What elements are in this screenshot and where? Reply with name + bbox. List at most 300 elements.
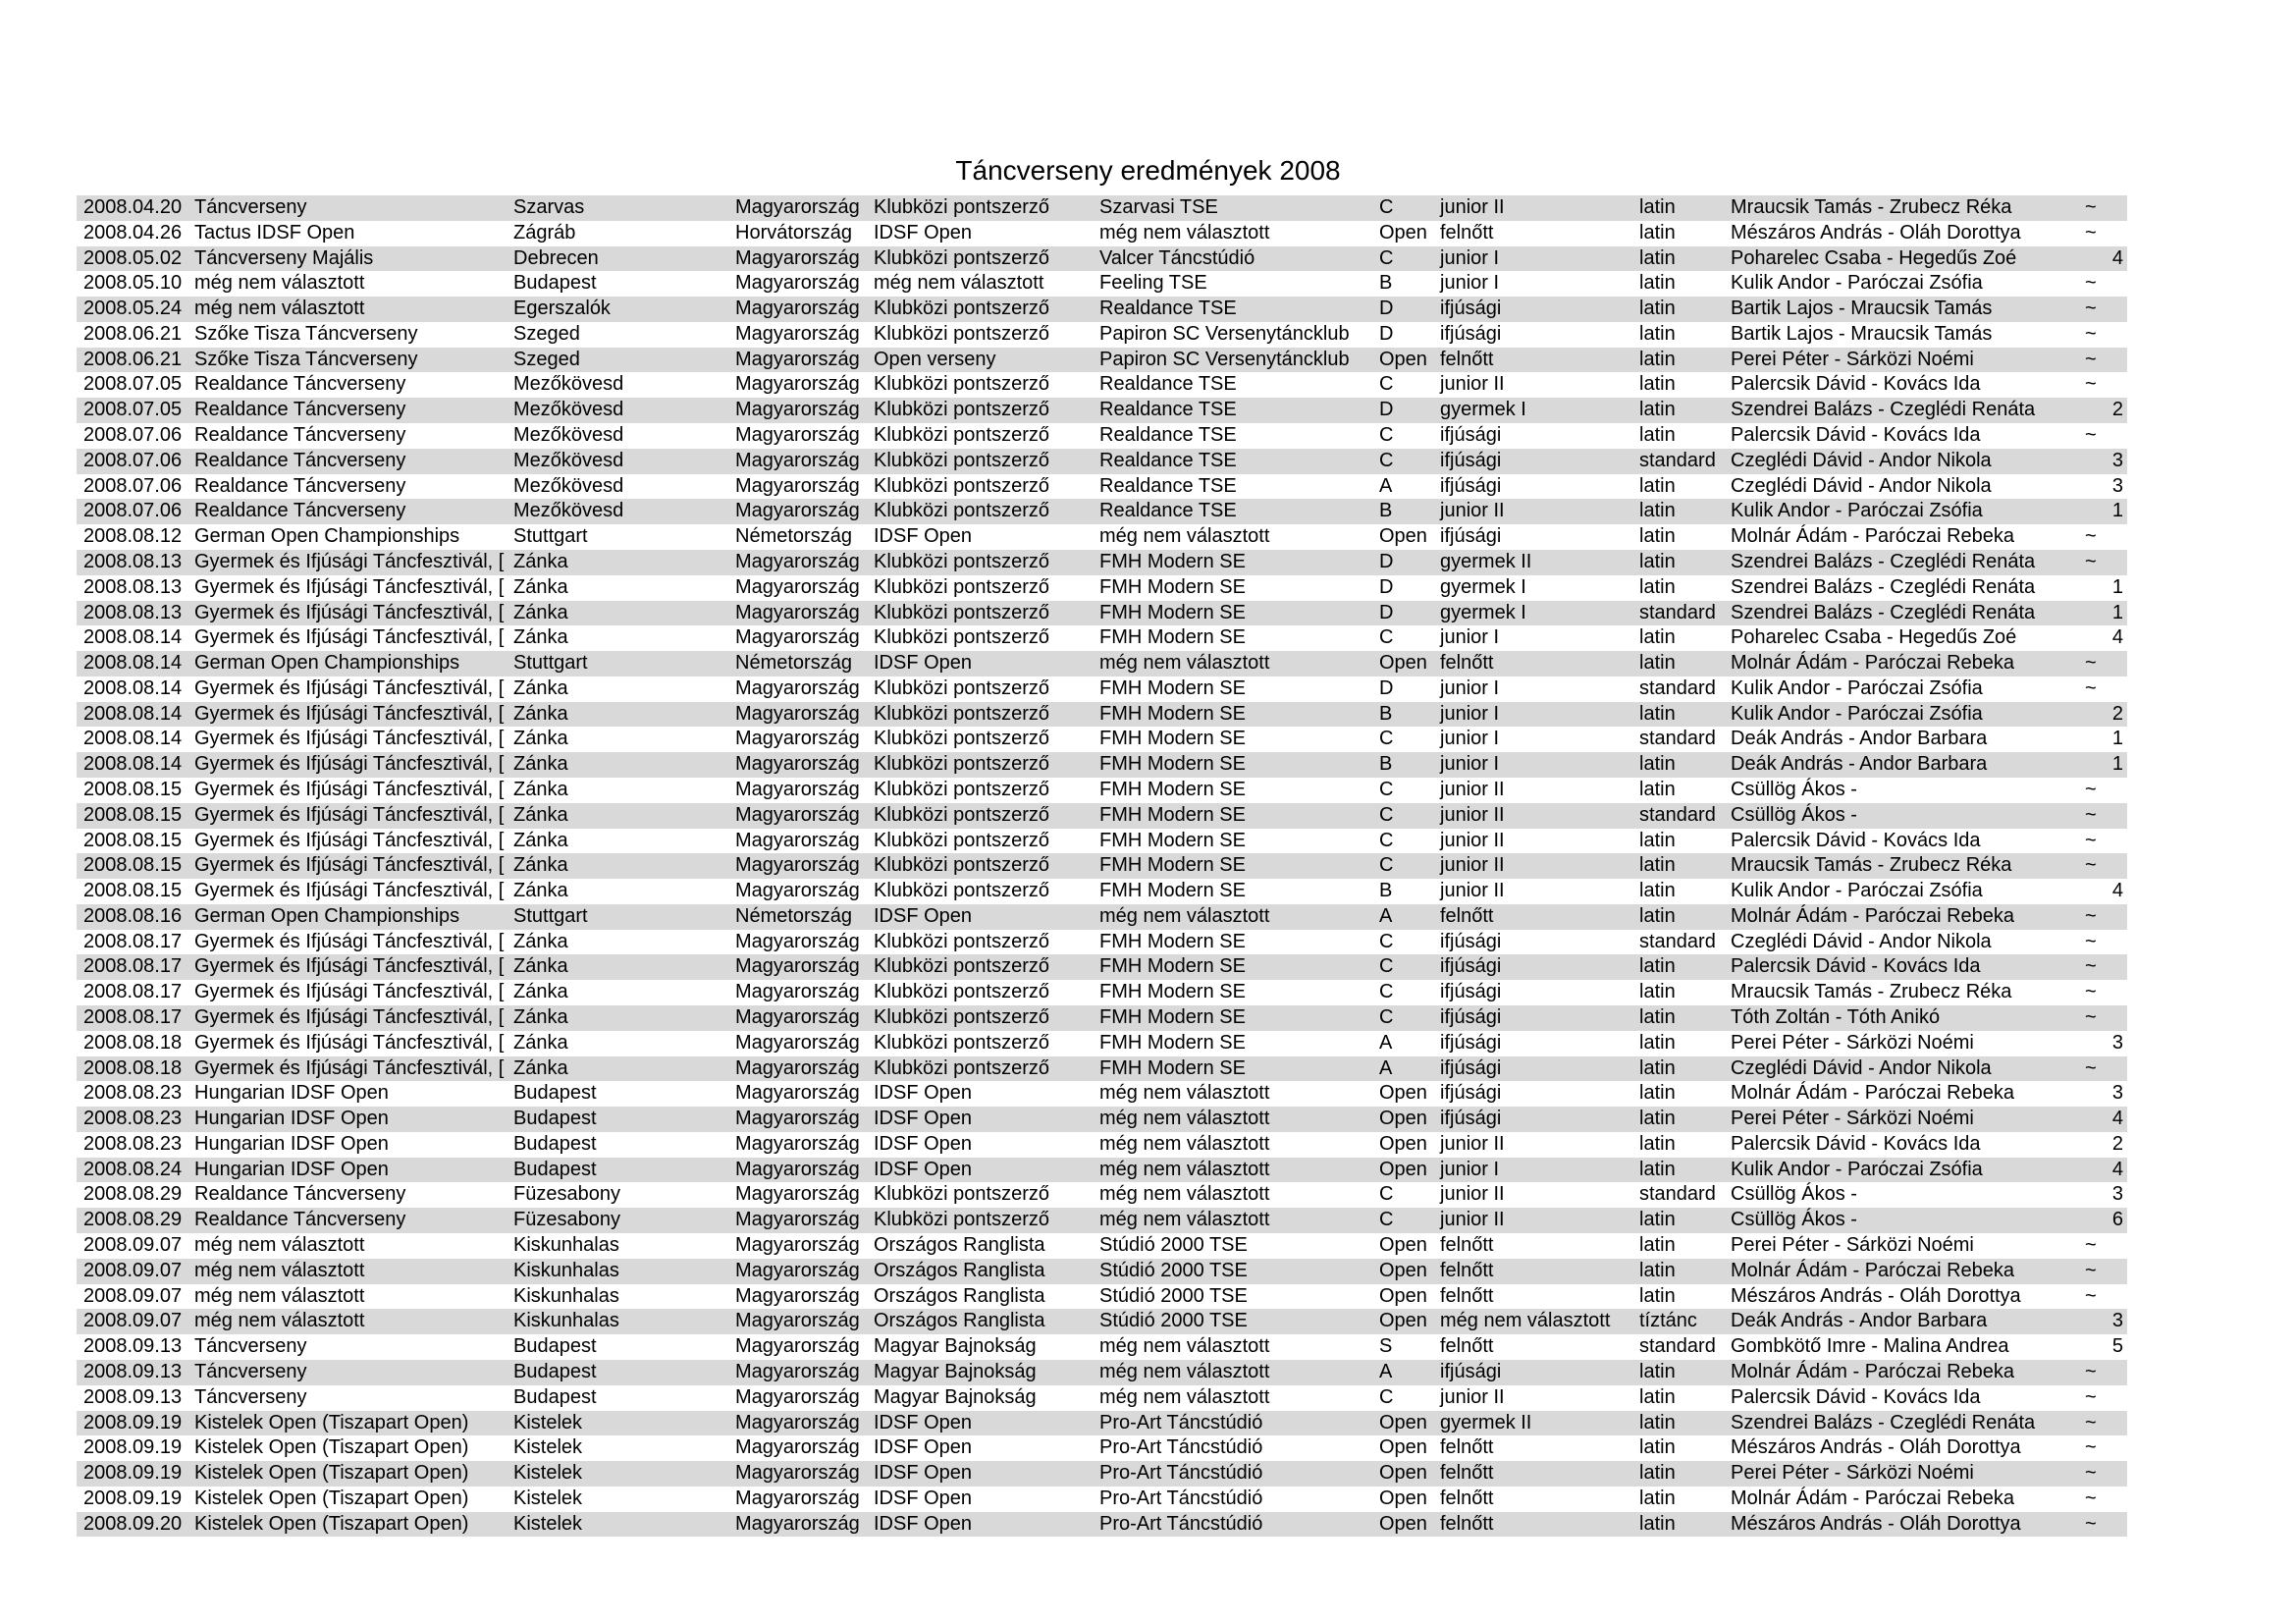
cell-event-name: Táncverseny	[194, 1385, 307, 1408]
cell-date: 2008.09.07	[83, 1259, 183, 1281]
cell-result: 1	[2111, 601, 2123, 623]
cell-city: Budapest	[513, 1360, 597, 1382]
cell-dance-style: latin	[1639, 626, 1676, 649]
table-row	[77, 1056, 2127, 1082]
cell-result: 2	[2111, 702, 2123, 725]
cell-age-group: gyermek II	[1440, 550, 1532, 572]
cell-couple: Mészáros András - Oláh Dorottya	[1731, 1512, 2021, 1535]
cell-result: ~	[2085, 424, 2097, 447]
cell-country: Magyarország	[735, 322, 860, 345]
cell-club: még nem választott	[1099, 221, 1270, 243]
cell-age-group: junior II	[1440, 854, 1505, 877]
cell-club: még nem választott	[1099, 1209, 1270, 1231]
cell-class: C	[1379, 955, 1394, 978]
cell-country: Magyarország	[735, 1487, 860, 1509]
cell-result: ~	[2085, 1436, 2097, 1459]
cell-couple: Kulik Andor - Paróczai Zsófia	[1731, 500, 1983, 522]
cell-country: Magyarország	[735, 1512, 860, 1535]
cell-result: ~	[2085, 955, 2097, 978]
cell-competition-type: Klubközi pontszerző	[874, 474, 1049, 497]
cell-competition-type: Klubközi pontszerző	[874, 803, 1049, 826]
cell-couple: Mraucsik Tamás - Zrubecz Réka	[1731, 981, 2012, 1003]
cell-country: Magyarország	[735, 1082, 860, 1105]
cell-country: Magyarország	[735, 702, 860, 725]
cell-date: 2008.08.23	[83, 1082, 183, 1105]
cell-result: 3	[2111, 1183, 2123, 1206]
cell-date: 2008.08.14	[83, 702, 183, 725]
cell-event-name: Gyermek és Ifjúsági Táncfesztivál, [	[194, 854, 505, 877]
cell-date: 2008.07.06	[83, 424, 183, 447]
cell-event-name: Kistelek Open (Tiszapart Open)	[194, 1512, 469, 1535]
cell-age-group: junior I	[1440, 626, 1500, 649]
cell-couple: Molnár Ádám - Paróczai Rebeka	[1731, 1487, 2015, 1509]
cell-class: Open	[1379, 1284, 1427, 1307]
cell-age-group: junior II	[1440, 500, 1505, 522]
cell-result: ~	[2085, 1385, 2097, 1408]
cell-dance-style: latin	[1639, 1209, 1676, 1231]
cell-class: C	[1379, 854, 1394, 877]
cell-competition-type: Magyar Bajnokság	[874, 1360, 1037, 1382]
cell-class: A	[1379, 474, 1393, 497]
cell-event-name: Kistelek Open (Tiszapart Open)	[194, 1462, 469, 1485]
cell-couple: Szendrei Balázs - Czeglédi Renáta	[1731, 399, 2036, 421]
cell-date: 2008.08.23	[83, 1132, 183, 1155]
cell-class: Open	[1379, 1132, 1427, 1155]
table-row	[77, 1461, 2127, 1487]
cell-club: még nem választott	[1099, 1108, 1270, 1130]
cell-club: még nem választott	[1099, 1385, 1270, 1408]
cell-dance-style: latin	[1639, 1436, 1676, 1459]
cell-club: FMH Modern SE	[1099, 626, 1246, 649]
cell-couple: Molnár Ádám - Paróczai Rebeka	[1731, 1259, 2015, 1281]
cell-country: Magyarország	[735, 1360, 860, 1382]
cell-competition-type: Klubközi pontszerző	[874, 676, 1049, 699]
cell-result: ~	[2085, 854, 2097, 877]
cell-couple: Molnár Ádám - Paróczai Rebeka	[1731, 1082, 2015, 1105]
cell-dance-style: latin	[1639, 829, 1676, 851]
cell-age-group: junior II	[1440, 829, 1505, 851]
cell-competition-type: Klubközi pontszerző	[874, 778, 1049, 800]
cell-competition-type: Országos Ranglista	[874, 1259, 1045, 1281]
cell-class: Open	[1379, 1158, 1427, 1180]
cell-result: ~	[2085, 829, 2097, 851]
cell-dance-style: latin	[1639, 399, 1676, 421]
cell-dance-style: latin	[1639, 1259, 1676, 1281]
table-row	[77, 449, 2127, 474]
cell-event-name: még nem választott	[194, 298, 365, 320]
cell-event-name: Gyermek és Ifjúsági Táncfesztivál, [	[194, 778, 505, 800]
cell-competition-type: IDSF Open	[874, 1082, 973, 1105]
cell-competition-type: Klubközi pontszerző	[874, 854, 1049, 877]
cell-country: Magyarország	[735, 298, 860, 320]
cell-date: 2008.06.21	[83, 348, 183, 370]
cell-result: 4	[2111, 880, 2123, 902]
cell-event-name: Gyermek és Ifjúsági Táncfesztivál, [	[194, 880, 505, 902]
cell-city: Füzesabony	[513, 1183, 620, 1206]
cell-club: Pro-Art Táncstúdió	[1099, 1512, 1263, 1535]
cell-result: 3	[2111, 1310, 2123, 1332]
cell-city: Szarvas	[513, 196, 585, 218]
cell-date: 2008.09.13	[83, 1335, 183, 1358]
cell-event-name: Gyermek és Ifjúsági Táncfesztivál, [	[194, 601, 505, 623]
cell-date: 2008.04.26	[83, 221, 183, 243]
cell-country: Magyarország	[735, 1310, 860, 1332]
cell-date: 2008.09.13	[83, 1360, 183, 1382]
cell-city: Budapest	[513, 1132, 597, 1155]
cell-age-group: junior I	[1440, 1158, 1500, 1180]
cell-club: Stúdió 2000 TSE	[1099, 1310, 1248, 1332]
cell-country: Magyarország	[735, 880, 860, 902]
cell-class: A	[1379, 1056, 1393, 1079]
cell-age-group: junior II	[1440, 1183, 1505, 1206]
cell-result: ~	[2085, 298, 2097, 320]
table-row	[77, 1334, 2127, 1360]
cell-club: FMH Modern SE	[1099, 930, 1246, 952]
cell-club: FMH Modern SE	[1099, 728, 1246, 750]
page-title: Táncverseny eredmények 2008	[955, 155, 1341, 186]
cell-country: Magyarország	[735, 1284, 860, 1307]
cell-dance-style: latin	[1639, 1411, 1676, 1434]
cell-age-group: junior I	[1440, 702, 1500, 725]
cell-competition-type: Klubközi pontszerző	[874, 399, 1049, 421]
table-row	[77, 601, 2127, 626]
cell-competition-type: Klubközi pontszerző	[874, 1031, 1049, 1054]
cell-country: Magyarország	[735, 1006, 860, 1028]
cell-date: 2008.08.29	[83, 1183, 183, 1206]
cell-couple: Kulik Andor - Paróczai Zsófia	[1731, 1158, 1983, 1180]
cell-dance-style: latin	[1639, 1056, 1676, 1079]
cell-result: ~	[2085, 1234, 2097, 1257]
cell-city: Zánka	[513, 1006, 568, 1028]
cell-dance-style: latin	[1639, 1082, 1676, 1105]
cell-age-group: gyermek II	[1440, 1411, 1532, 1434]
cell-event-name: Gyermek és Ifjúsági Táncfesztivál, [	[194, 626, 505, 649]
cell-couple: Palercsik Dávid - Kovács Ida	[1731, 424, 1981, 447]
cell-class: Open	[1379, 348, 1427, 370]
results-table	[77, 195, 2127, 1538]
cell-country: Magyarország	[735, 728, 860, 750]
table-row	[77, 702, 2127, 728]
cell-event-name: még nem választott	[194, 1259, 365, 1281]
cell-country: Magyarország	[735, 930, 860, 952]
cell-competition-type: Klubközi pontszerző	[874, 728, 1049, 750]
cell-event-name: Hungarian IDSF Open	[194, 1158, 389, 1180]
cell-couple: Kulik Andor - Paróczai Zsófia	[1731, 676, 1983, 699]
cell-event-name: Gyermek és Ifjúsági Táncfesztivál, [	[194, 1031, 505, 1054]
cell-country: Magyarország	[735, 1234, 860, 1257]
cell-event-name: Gyermek és Ifjúsági Táncfesztivál, [	[194, 829, 505, 851]
cell-couple: Bartik Lajos - Mraucsik Tamás	[1731, 298, 1993, 320]
cell-competition-type: Klubközi pontszerző	[874, 373, 1049, 396]
cell-couple: Deák András - Andor Barbara	[1731, 753, 1988, 776]
cell-couple: Mészáros András - Oláh Dorottya	[1731, 221, 2021, 243]
cell-competition-type: Klubközi pontszerző	[874, 1056, 1049, 1079]
cell-couple: Perei Péter - Sárközi Noémi	[1731, 1462, 1974, 1485]
cell-couple: Palercsik Dávid - Kovács Ida	[1731, 1132, 1981, 1155]
cell-date: 2008.08.18	[83, 1031, 183, 1054]
cell-country: Magyarország	[735, 1385, 860, 1408]
cell-club: Realdance TSE	[1099, 424, 1237, 447]
cell-city: Budapest	[513, 1158, 597, 1180]
cell-city: Egerszalók	[513, 298, 611, 320]
cell-couple: Szendrei Balázs - Czeglédi Renáta	[1731, 550, 2036, 572]
table-row	[77, 904, 2127, 930]
table-row	[77, 980, 2127, 1005]
cell-event-name: Táncverseny	[194, 196, 307, 218]
cell-competition-type: Klubközi pontszerző	[874, 500, 1049, 522]
cell-club: Realdance TSE	[1099, 373, 1237, 396]
cell-dance-style: latin	[1639, 500, 1676, 522]
cell-event-name: Gyermek és Ifjúsági Táncfesztivál, [	[194, 575, 505, 598]
cell-event-name: Realdance Táncverseny	[194, 1209, 406, 1231]
cell-dance-style: standard	[1639, 676, 1716, 699]
cell-result: ~	[2085, 1411, 2097, 1434]
cell-club: FMH Modern SE	[1099, 829, 1246, 851]
cell-club: Stúdió 2000 TSE	[1099, 1259, 1248, 1281]
cell-result: 3	[2111, 474, 2123, 497]
cell-date: 2008.08.17	[83, 930, 183, 952]
cell-dance-style: latin	[1639, 1512, 1676, 1535]
cell-competition-type: Klubközi pontszerző	[874, 1006, 1049, 1028]
cell-date: 2008.08.13	[83, 575, 183, 598]
cell-competition-type: Országos Ranglista	[874, 1310, 1045, 1332]
cell-country: Magyarország	[735, 1056, 860, 1079]
cell-club: FMH Modern SE	[1099, 955, 1246, 978]
cell-event-name: Hungarian IDSF Open	[194, 1082, 389, 1105]
cell-club: még nem választott	[1099, 525, 1270, 548]
cell-class: D	[1379, 399, 1394, 421]
cell-competition-type: IDSF Open	[874, 1487, 973, 1509]
cell-dance-style: latin	[1639, 322, 1676, 345]
cell-dance-style: latin	[1639, 1487, 1676, 1509]
cell-age-group: gyermek I	[1440, 601, 1526, 623]
cell-city: Stuttgart	[513, 652, 588, 675]
cell-result: 4	[2111, 1158, 2123, 1180]
table-row	[77, 853, 2127, 879]
cell-couple: Szendrei Balázs - Czeglédi Renáta	[1731, 575, 2036, 598]
table-row	[77, 625, 2127, 651]
cell-age-group: junior II	[1440, 1209, 1505, 1231]
cell-competition-type: Országos Ranglista	[874, 1284, 1045, 1307]
cell-city: Kiskunhalas	[513, 1259, 619, 1281]
cell-result: ~	[2085, 904, 2097, 927]
table-row	[77, 727, 2127, 752]
cell-result: ~	[2085, 1487, 2097, 1509]
cell-dance-style: standard	[1639, 930, 1716, 952]
table-row	[77, 1158, 2127, 1183]
cell-date: 2008.05.10	[83, 272, 183, 295]
cell-date: 2008.08.14	[83, 728, 183, 750]
cell-result: 3	[2111, 1031, 2123, 1054]
cell-city: Kiskunhalas	[513, 1310, 619, 1332]
cell-couple: Poharelec Csaba - Hegedűs Zoé	[1731, 626, 2017, 649]
cell-event-name: Gyermek és Ifjúsági Táncfesztivál, [	[194, 1056, 505, 1079]
cell-couple: Czeglédi Dávid - Andor Nikola	[1731, 1056, 1992, 1079]
cell-result: 1	[2111, 753, 2123, 776]
cell-country: Magyarország	[735, 424, 860, 447]
cell-country: Németország	[735, 525, 852, 548]
cell-competition-type: Klubközi pontszerző	[874, 449, 1049, 471]
cell-age-group: junior I	[1440, 753, 1500, 776]
cell-age-group: ifjúsági	[1440, 955, 1502, 978]
cell-club: még nem választott	[1099, 904, 1270, 927]
cell-event-name: még nem választott	[194, 1284, 365, 1307]
cell-date: 2008.08.14	[83, 676, 183, 699]
table-row	[77, 1081, 2127, 1107]
cell-class: Open	[1379, 1487, 1427, 1509]
table-row	[77, 550, 2127, 575]
cell-city: Zánka	[513, 702, 568, 725]
cell-dance-style: latin	[1639, 880, 1676, 902]
cell-class: A	[1379, 1031, 1393, 1054]
cell-city: Mezőkövesd	[513, 500, 624, 522]
cell-competition-type: Klubközi pontszerző	[874, 1209, 1049, 1231]
cell-country: Magyarország	[735, 829, 860, 851]
cell-age-group: junior II	[1440, 196, 1505, 218]
cell-event-name: még nem választott	[194, 1234, 365, 1257]
cell-dance-style: latin	[1639, 373, 1676, 396]
cell-club: Stúdió 2000 TSE	[1099, 1284, 1248, 1307]
cell-date: 2008.08.15	[83, 880, 183, 902]
cell-date: 2008.07.06	[83, 474, 183, 497]
cell-class: C	[1379, 373, 1394, 396]
table-row	[77, 271, 2127, 297]
cell-result: ~	[2085, 322, 2097, 345]
cell-competition-type: Klubközi pontszerző	[874, 601, 1049, 623]
cell-club: Papiron SC Versenytáncklub	[1099, 348, 1350, 370]
table-row	[77, 676, 2127, 702]
cell-club: még nem választott	[1099, 1132, 1270, 1155]
cell-event-name: Realdance Táncverseny	[194, 474, 406, 497]
cell-city: Zánka	[513, 575, 568, 598]
table-row	[77, 1411, 2127, 1436]
cell-club: Realdance TSE	[1099, 298, 1237, 320]
cell-city: Kiskunhalas	[513, 1234, 619, 1257]
cell-country: Németország	[735, 904, 852, 927]
cell-class: D	[1379, 322, 1394, 345]
cell-age-group: felnőtt	[1440, 1436, 1494, 1459]
cell-club: még nem választott	[1099, 1335, 1270, 1358]
cell-couple: Perei Péter - Sárközi Noémi	[1731, 348, 1974, 370]
cell-result: 6	[2111, 1209, 2123, 1231]
cell-dance-style: latin	[1639, 1385, 1676, 1408]
cell-class: Open	[1379, 221, 1427, 243]
cell-event-name: Táncverseny	[194, 1360, 307, 1382]
cell-city: Zánka	[513, 676, 568, 699]
cell-city: Kistelek	[513, 1411, 583, 1434]
cell-dance-style: latin	[1639, 981, 1676, 1003]
cell-event-name: Szőke Tisza Táncverseny	[194, 348, 418, 370]
cell-dance-style: latin	[1639, 1006, 1676, 1028]
table-row	[77, 1031, 2127, 1056]
cell-date: 2008.08.14	[83, 652, 183, 675]
cell-couple: Gombkötő Imre - Malina Andrea	[1731, 1335, 2009, 1358]
cell-result: ~	[2085, 272, 2097, 295]
cell-competition-type: IDSF Open	[874, 1411, 973, 1434]
cell-result: 1	[2111, 728, 2123, 750]
cell-class: C	[1379, 803, 1394, 826]
cell-club: FMH Modern SE	[1099, 753, 1246, 776]
cell-dance-style: latin	[1639, 474, 1676, 497]
cell-club: FMH Modern SE	[1099, 981, 1246, 1003]
table-row	[77, 221, 2127, 246]
table-row	[77, 752, 2127, 778]
cell-dance-style: latin	[1639, 753, 1676, 776]
cell-age-group: junior II	[1440, 778, 1505, 800]
cell-city: Zánka	[513, 880, 568, 902]
cell-competition-type: IDSF Open	[874, 525, 973, 548]
cell-country: Németország	[735, 652, 852, 675]
cell-couple: Kulik Andor - Paróczai Zsófia	[1731, 702, 1983, 725]
cell-couple: Mraucsik Tamás - Zrubecz Réka	[1731, 854, 2012, 877]
cell-date: 2008.04.20	[83, 196, 183, 218]
cell-competition-type: IDSF Open	[874, 1512, 973, 1535]
cell-class: B	[1379, 500, 1393, 522]
cell-competition-type: Klubközi pontszerző	[874, 955, 1049, 978]
cell-dance-style: standard	[1639, 728, 1716, 750]
cell-dance-style: latin	[1639, 904, 1676, 927]
cell-club: FMH Modern SE	[1099, 1056, 1246, 1079]
cell-dance-style: latin	[1639, 272, 1676, 295]
cell-date: 2008.07.05	[83, 399, 183, 421]
cell-city: Szeged	[513, 322, 580, 345]
cell-country: Magyarország	[735, 1158, 860, 1180]
cell-city: Zánka	[513, 601, 568, 623]
cell-dance-style: latin	[1639, 854, 1676, 877]
cell-dance-style: latin	[1639, 1158, 1676, 1180]
cell-age-group: ifjúsági	[1440, 298, 1502, 320]
cell-city: Zánka	[513, 829, 568, 851]
cell-result: ~	[2085, 1360, 2097, 1382]
cell-date: 2008.08.15	[83, 829, 183, 851]
cell-city: Budapest	[513, 272, 597, 295]
table-row	[77, 1487, 2127, 1512]
cell-age-group: junior I	[1440, 246, 1500, 269]
cell-age-group: ifjúsági	[1440, 1082, 1502, 1105]
cell-dance-style: tíztánc	[1639, 1310, 1697, 1332]
cell-competition-type: Klubközi pontszerző	[874, 322, 1049, 345]
cell-country: Magyarország	[735, 626, 860, 649]
table-row	[77, 398, 2127, 423]
cell-city: Mezőkövesd	[513, 474, 624, 497]
cell-city: Kistelek	[513, 1462, 583, 1485]
cell-country: Magyarország	[735, 1209, 860, 1231]
cell-event-name: German Open Championships	[194, 652, 460, 675]
cell-country: Magyarország	[735, 474, 860, 497]
cell-class: Open	[1379, 1310, 1427, 1332]
cell-city: Mezőkövesd	[513, 424, 624, 447]
cell-age-group: felnőtt	[1440, 1462, 1494, 1485]
cell-class: C	[1379, 829, 1394, 851]
cell-dance-style: latin	[1639, 1132, 1676, 1155]
cell-dance-style: latin	[1639, 525, 1676, 548]
cell-date: 2008.08.17	[83, 1006, 183, 1028]
cell-event-name: Szőke Tisza Táncverseny	[194, 322, 418, 345]
cell-class: Open	[1379, 525, 1427, 548]
cell-result: ~	[2085, 550, 2097, 572]
cell-class: D	[1379, 575, 1394, 598]
cell-country: Magyarország	[735, 1436, 860, 1459]
cell-dance-style: latin	[1639, 1462, 1676, 1485]
cell-city: Kistelek	[513, 1512, 583, 1535]
cell-event-name: Gyermek és Ifjúsági Táncfesztivál, [	[194, 803, 505, 826]
cell-dance-style: latin	[1639, 1284, 1676, 1307]
cell-age-group: ifjúsági	[1440, 322, 1502, 345]
cell-club: Pro-Art Táncstúdió	[1099, 1436, 1263, 1459]
cell-result: 3	[2111, 1082, 2123, 1105]
cell-event-name: Gyermek és Ifjúsági Táncfesztivál, [	[194, 930, 505, 952]
cell-age-group: gyermek I	[1440, 575, 1526, 598]
